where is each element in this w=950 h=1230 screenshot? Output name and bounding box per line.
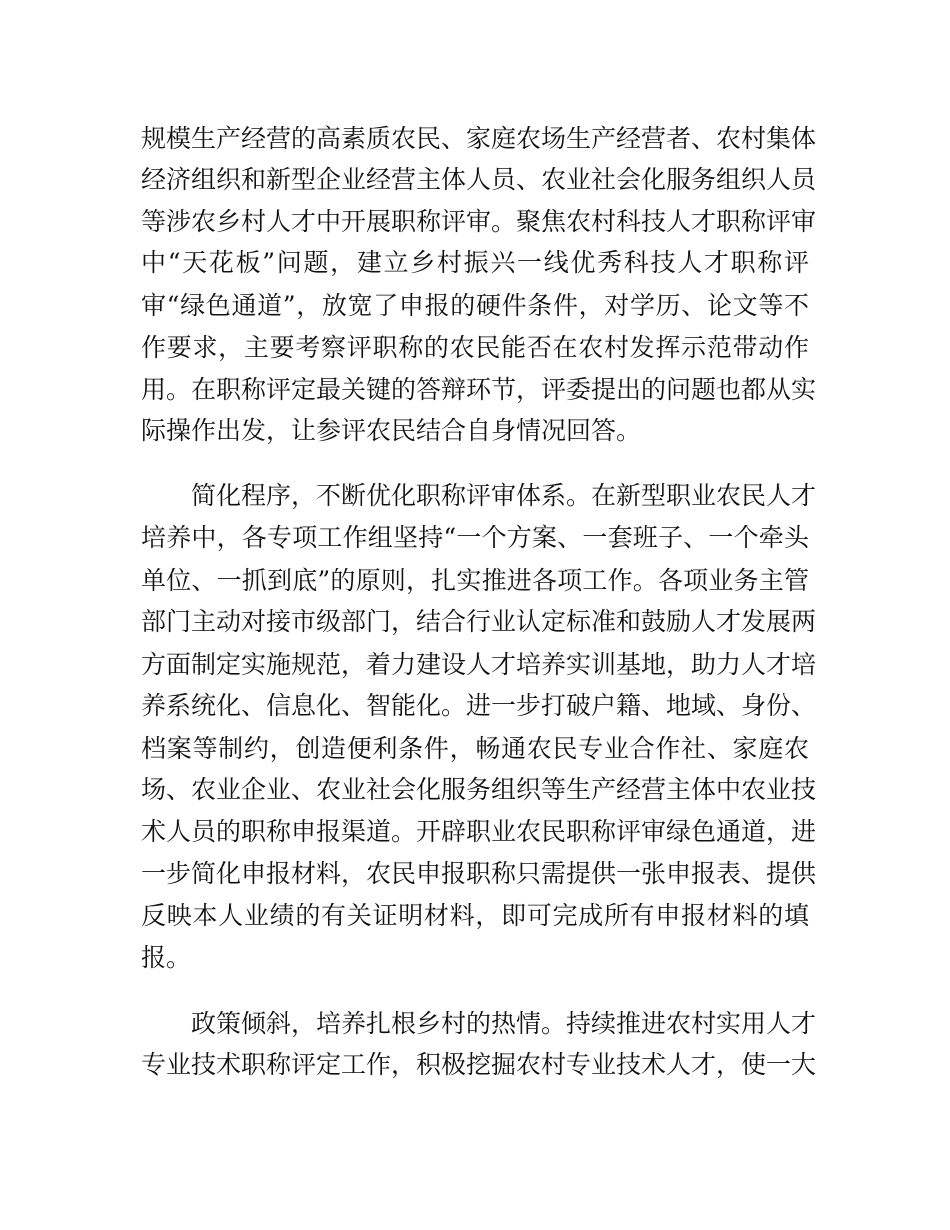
text-line: 反映本人业绩的有关证明材料，即可完成所有申报材料的填 (141, 901, 809, 930)
text-line: 简化程序，不断优化职称评审体系。在新型职业农民人才 (191, 481, 817, 510)
text-line: 经济组织和新型企业经营主体人员、农业社会化服务组织人员 (141, 165, 817, 194)
text-line: 规模生产经营的高素质农民、家庭农场生产经营者、农村集体 (141, 124, 817, 153)
text-line: 用。在职称评定最关键的答辩环节，评委提出的问题也都从实 (141, 375, 817, 404)
text-line: 政策倾斜，培养扎根乡村的热情。持续推进农村实用人才 (191, 1009, 817, 1038)
text-line: 一步简化申报材料，农民申报职称只需提供一张申报表、提供 (141, 859, 817, 888)
text-line: 场、农业企业、农业社会化服务组织等生产经营主体中农业技 (141, 775, 817, 804)
text-line: 审“绿色通道”，放宽了申报的硬件条件，对学历、论文等不 (141, 291, 809, 320)
text-line: 报。 (141, 943, 192, 972)
text-line: 方面制定实施规范，着力建设人才培养实训基地，助力人才培 (141, 650, 817, 679)
text-line: 际操作出发，让参评农民结合自身情况回答。 (141, 416, 642, 445)
text-line: 档案等制约，创造便利条件，畅通农民专业合作社、家庭农 (141, 734, 809, 763)
text-line: 专业技术职称评定工作，积极挖掘农村专业技术人才，使一大 (141, 1050, 817, 1079)
text-line: 单位、一抓到底”的原则，扎实推进各项工作。各项业务主管 (141, 566, 809, 595)
text-line: 养系统化、信息化、智能化。进一步打破户籍、地域、身份、 (141, 691, 817, 720)
text-line: 等涉农乡村人才中开展职称评审。聚焦农村科技人才职称评审 (141, 207, 817, 236)
text-line: 中“天花板”问题，建立乡村振兴一线优秀科技人才职称评 (141, 248, 809, 277)
text-line: 术人员的职称申报渠道。开辟职业农民职称评审绿色通道，进 (141, 817, 817, 846)
text-line: 部门主动对接市级部门，结合行业认定标准和鼓励人才发展两 (141, 607, 817, 636)
text-line: 作要求，主要考察评职称的农民能否在农村发挥示范带动作 (141, 333, 809, 362)
text-line: 培养中，各专项工作组坚持“一个方案、一套班子、一个牵头 (141, 523, 809, 552)
